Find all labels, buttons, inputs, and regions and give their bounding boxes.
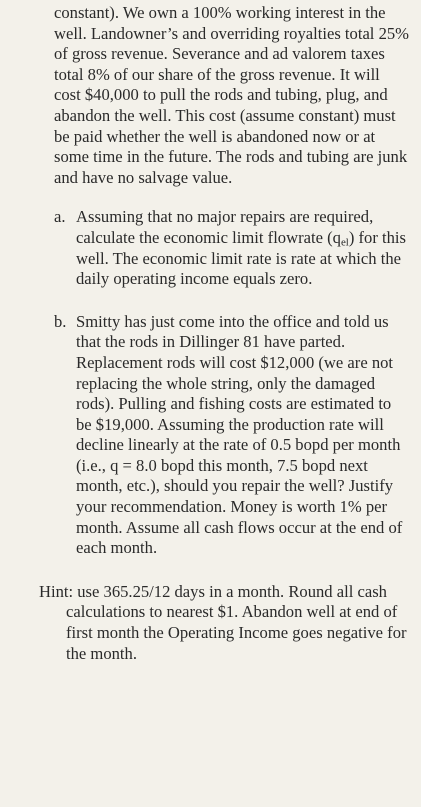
economic-limit-subscript: el [340, 236, 349, 249]
question-b-marker: b. [54, 311, 67, 331]
question-a-marker: a. [54, 207, 66, 227]
question-a [54, 207, 409, 289]
question-a-text-after: ) for this well. The economic limit rate is rate at which the daily operating income equals zero. [76, 227, 406, 289]
question-b-text: Smitty has just come into the office and told us that the rods in Dillinger 81 have parted. Replacement rods will cost $12,000 (we are not replacing the whole string, only the damaged rods). Pulling and fishing costs are estimated to be $19,000. Assuming the production rate will decline linearly at the rate of 0.5 bopd per month (i.e., q = 8.0 bopd this month, 7.5 bopd next month, etc.), should you repair the well? Justify your recommendation. Money is worth 1% per month. Assume all cash flows occur at the end of each month. [76, 311, 403, 558]
hint-paragraph: Hint: use 365.25/12 days in a month. Round all cash calculations to nearest $1. Abandon well at end of first month the Operating Income goes negative for the month. [39, 581, 407, 663]
problem-intro-paragraph: constant). We own a 100% working interest in the well. Landowner’s and overriding royalties total 25% of gross revenue. Severance and ad valorem taxes total 8% of our share of the gross revenue. It will cost $40,000 to pull the rods and tubing, plug, and abandon the well. This cost (assume constant) must be paid whether the well is abandoned now or at some time in the future. The rods and tubing are junk and have no salvage value. [54, 3, 409, 187]
question-a-text-before: Assuming that no major repairs are required, calculate the economic limit flowrate (q [76, 207, 374, 247]
question-b [54, 312, 409, 559]
